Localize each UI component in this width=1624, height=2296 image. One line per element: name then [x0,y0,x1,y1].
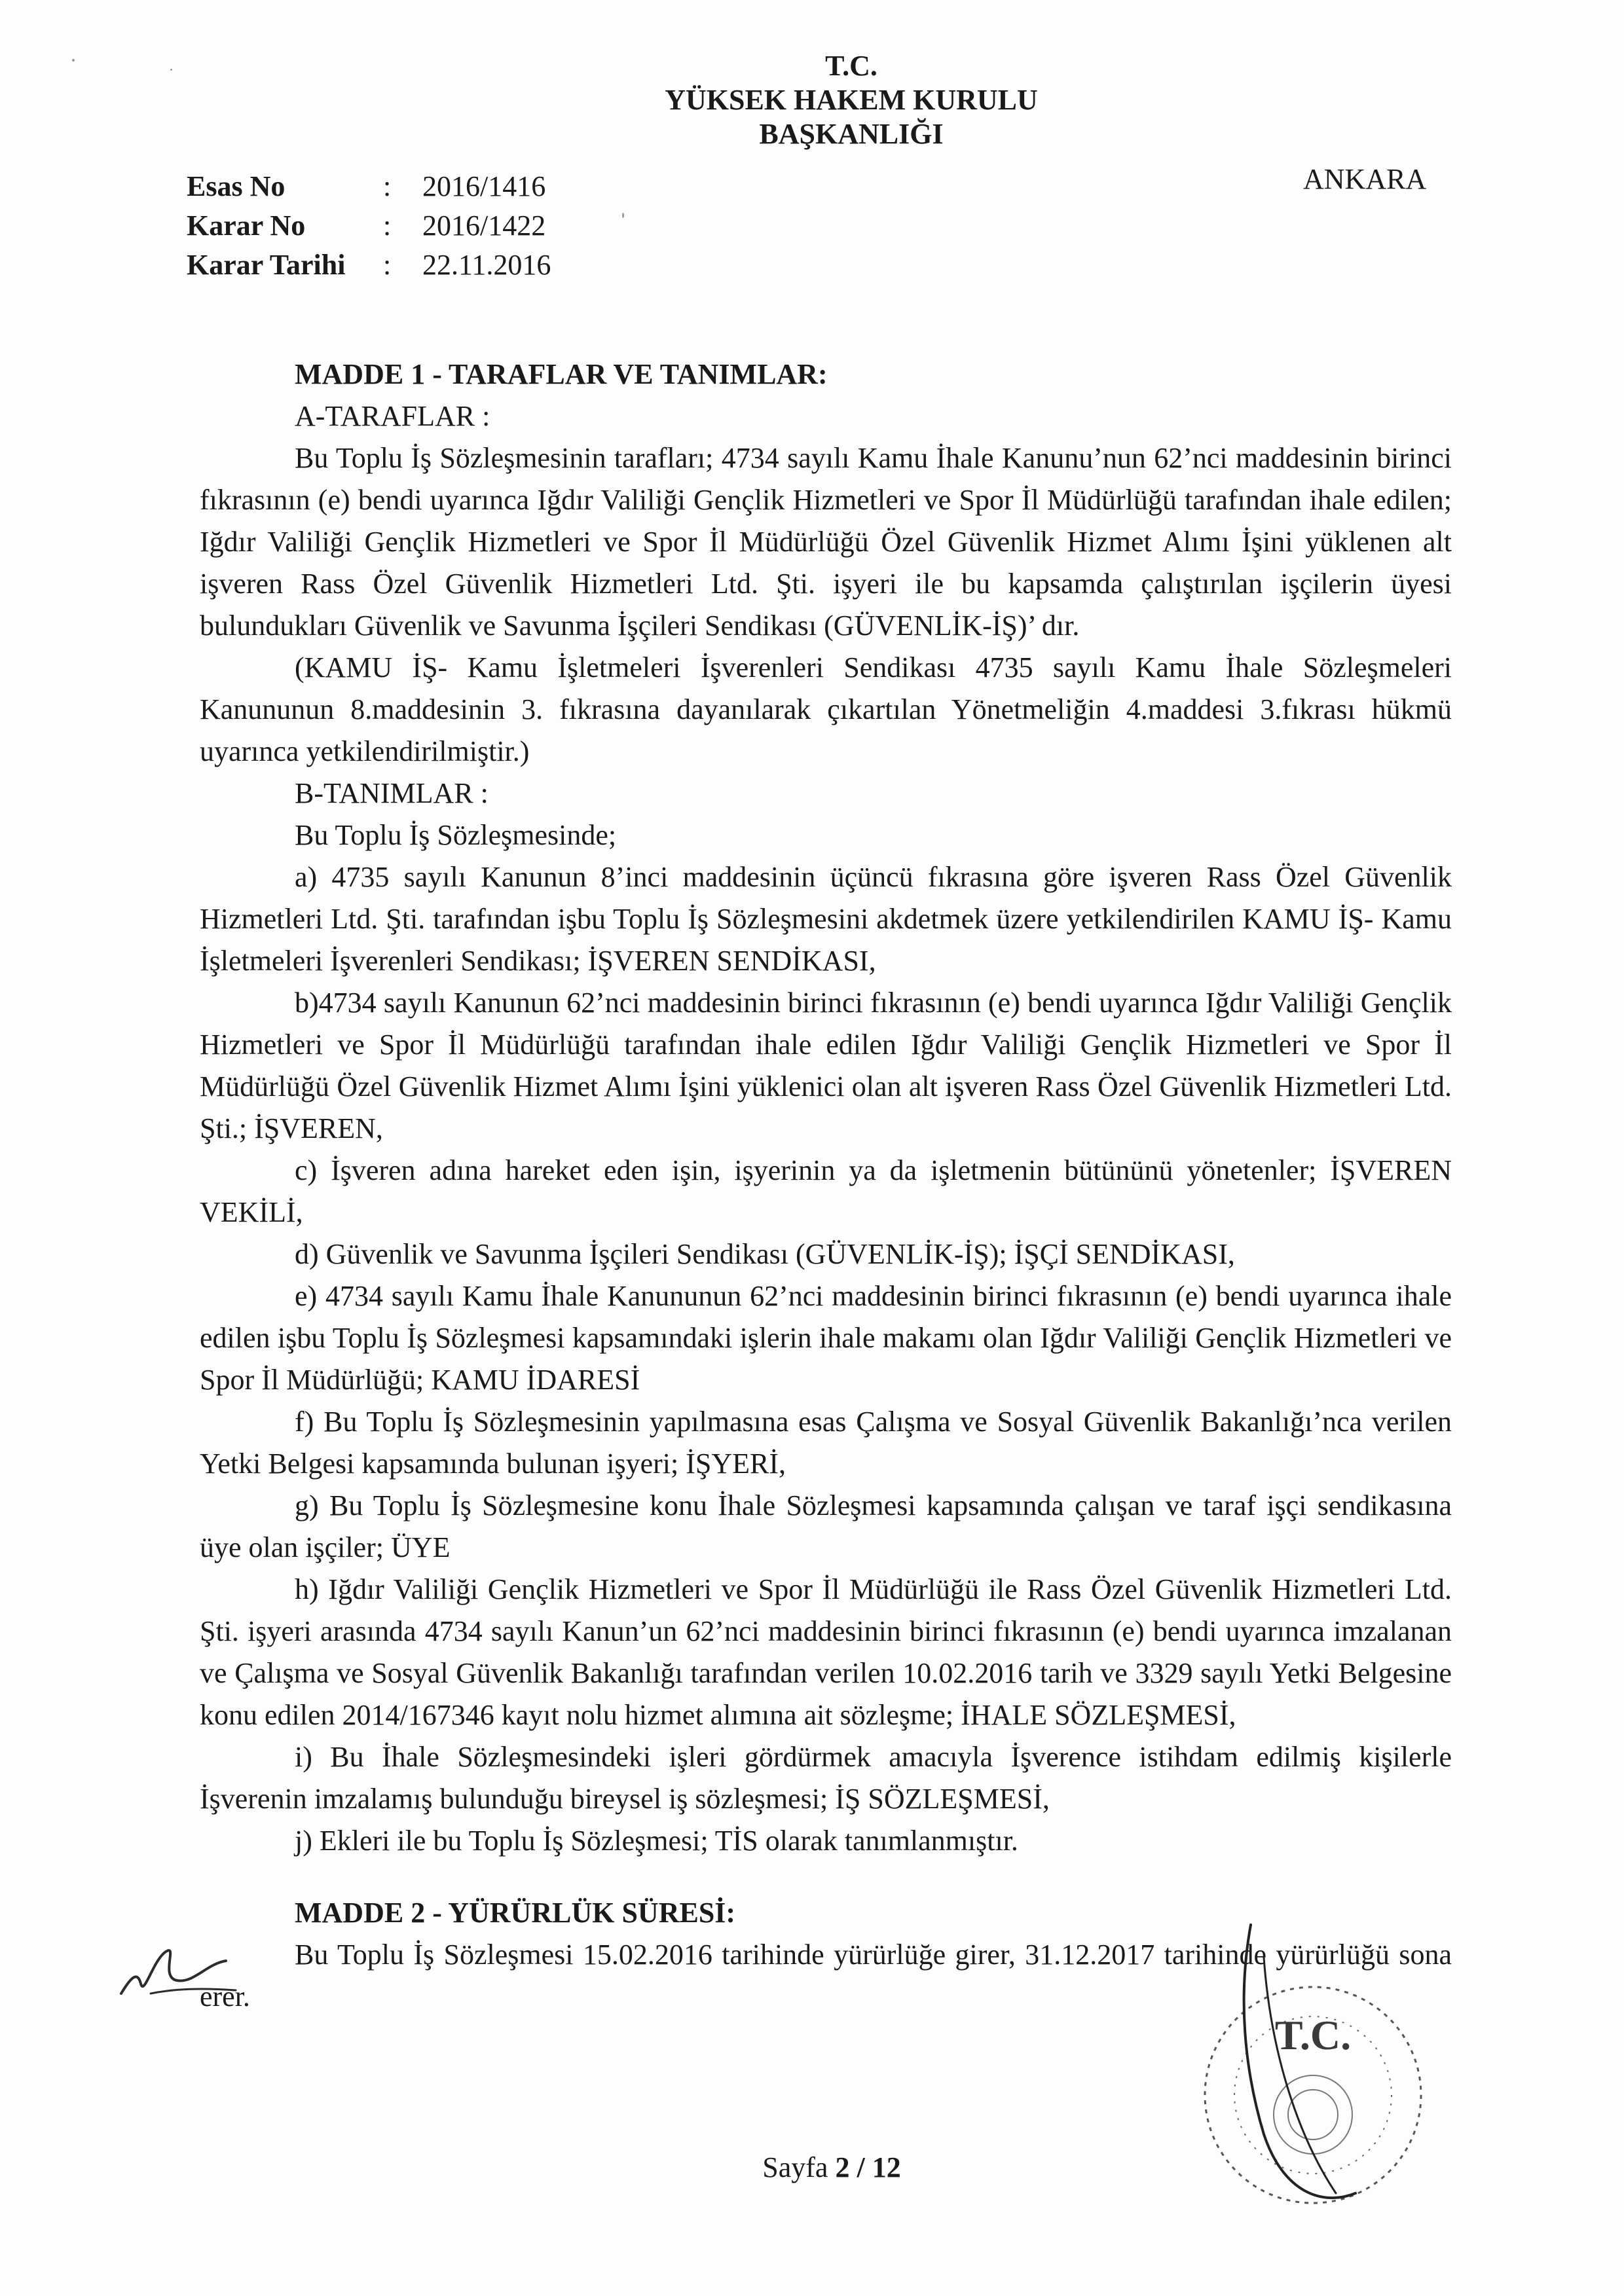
esas-value: 2016/1416 [422,170,546,202]
definition-item-i: i) Bu İhale Sözleşmesindeki işleri gördürmek amacıyla İşverence istihdam edilmiş kişilerle İşverenin imzalamış bulunduğu bireysel iş sözleşmesi; İŞ SÖZLEŞMESİ, [200,1741,1452,1815]
header-line-presidency: BAŞKANLIĞI [759,118,944,150]
definition-item-f: f) Bu Toplu İş Sözleşmesinin yapılmasına esas Çalışma ve Sosyal Güvenlik Bakanlığı’nca verilen Yetki Belgesi kapsamında bulunan işyeri; İŞYERİ, [200,1406,1452,1480]
case-metadata [187,167,551,285]
yururluk-paragraph: Bu Toplu İş Sözleşmesi 15.02.2016 tarihinde yürürlüğe girer, 31.12.2017 tarihinde yürürlüğü sona erer. [200,1939,1452,2013]
karar-value: 2016/1422 [422,210,546,242]
madde2-title: MADDE 2 - YÜRÜRLÜK SÜRESİ: [295,1897,736,1929]
page-footer [0,2151,1624,2184]
tanimlar-subtitle: B-TANIMLAR : [295,777,489,809]
madde1-title: MADDE 1 - TARAFLAR VE TANIMLAR: [295,358,828,390]
seal-text: T.C. [1274,2012,1352,2058]
karar-row [187,206,551,246]
definition-item-b: b)4734 sayılı Kanunun 62’nci maddesinin birinci fıkrasının (e) bendi uyarınca Iğdır Valiliği Gençlik Hizmetleri ve Spor İl Müdürlüğü tarafından ihale edilen Iğdır Valiliği Gençlik Hizmetleri ve Spor İl Müdürlüğü Özel Güvenlik Hizmet Alımı İşini yüklenici olan alt işveren Rass Özel Güvenlik Hizmetleri Ltd. Şti.; İŞVEREN, [200,987,1452,1144]
taraflar-subtitle: A-TARAFLAR : [295,400,490,432]
kamu-is-paragraph: (KAMU İŞ- Kamu İşletmeleri İşverenleri Sendikası 4735 sayılı Kamu İhale Sözleşmeleri Kanununun 8.maddesinin 3. fıkrasına dayanılarak çıkartılan Yönetmeliğin 4.maddesi 3.fıkrası hükmü uyarınca yetkilendirilmiştir.) [200,651,1452,767]
tarih-value: 22.11.2016 [422,249,551,281]
scan-speck [622,213,624,218]
footer-page-number: 2 / 12 [835,2151,901,2183]
tanimlar-intro: Bu Toplu İş Sözleşmesinde; [295,819,617,851]
karar-colon: : [383,210,392,242]
esas-row [187,167,551,206]
tarih-row [187,246,551,285]
scan-speck [72,59,75,62]
tarih-colon: : [383,249,392,281]
footer-page-prefix: Sayfa [762,2151,828,2183]
taraflar-paragraph: Bu Toplu İş Sözleşmesinin tarafları; 4734 sayılı Kamu İhale Kanunu’nun 62’nci maddesinin birinci fıkrasının (e) bendi uyarınca Iğdır Valiliği Gençlik Hizmetleri ve Spor İl Müdürlüğü tarafından ihale edilen; Iğdır Valiliği Gençlik Hizmetleri ve Spor İl Müdürlüğü Özel Güvenlik Hizmet Alımı İşini yüklenen alt işveren Rass Özel Güvenlik Hizmetleri Ltd. Şti. işyeri ile bu kapsamda çalıştırılan işçilerin üyesi bulundukları Güvenlik ve Savunma İşçileri Sendikası (GÜVENLİK-İŞ)’ dır. [200,442,1452,642]
handwritten-signature [115,1931,239,2010]
document-body [200,354,1452,2018]
definition-item-g: g) Bu Toplu İş Sözleşmesine konu İhale Sözleşmesi kapsamında çalışan ve taraf işçi sendikasına üye olan işçiler; ÜYE [200,1489,1452,1563]
definition-item-a: a) 4735 sayılı Kanunun 8’inci maddesinin üçüncü fıkrasına göre işveren Rass Özel Güvenlik Hizmetleri Ltd. Şti. tarafından işbu Toplu İş Sözleşmesini akdetmek üzere yetkilendirilen KAMU İŞ- Kamu İşletmeleri İşverenleri Sendikası; İŞVEREN SENDİKASI, [200,861,1452,977]
definition-item-c: c) İşveren adına hareket eden işin, işyerinin ya da işletmenin bütününü yönetenler; İŞVEREN VEKİLİ, [200,1154,1452,1228]
section-spacer [200,1862,1452,1892]
esas-label: Esas No [187,170,286,202]
definition-item-d: d) Güvenlik ve Savunma İşçileri Sendikası (GÜVENLİK-İŞ); İŞÇİ SENDİKASI, [295,1238,1235,1270]
document-header [0,49,1624,151]
header-line-tc: T.C. [825,50,877,82]
tarih-label: Karar Tarihi [187,249,346,281]
esas-colon: : [383,170,392,202]
definition-item-e: e) 4734 sayılı Kamu İhale Kanununun 62’nci maddesinin birinci fıkrasının (e) bendi uyarınca ihale edilen işbu Toplu İş Sözleşmesi kapsamındaki işlerin ihale makamı olan Iğdır Valiliği Gençlik Hizmetleri ve Spor İl Müdürlüğü; KAMU İDARESİ [200,1280,1452,1396]
definition-item-h: h) Iğdır Valiliği Gençlik Hizmetleri ve Spor İl Müdürlüğü ile Rass Özel Güvenlik Hizmetleri Ltd. Şti. işyeri arasında 4734 sayılı Kanun’un 62’nci maddesinin birinci fıkrasının (e) bendi uyarınca imzalanan ve Çalışma ve Sosyal Güvenlik Bakanlığı tarafından verilen 10.02.2016 tarih ve 3329 sayılı Yetki Belgesine konu edilen 2014/167346 kayıt nolu hizmet alımına ait sözleşme; İHALE SÖZLEŞMESİ, [200,1573,1452,1731]
karar-label: Karar No [187,210,306,242]
header-line-institution: YÜKSEK HAKEM KURULU [665,84,1038,116]
scan-speck [170,69,172,71]
city-label: ANKARA [1303,163,1427,195]
definition-item-j: j) Ekleri ile bu Toplu İş Sözleşmesi; TİS olarak tanımlanmıştır. [295,1825,1018,1857]
